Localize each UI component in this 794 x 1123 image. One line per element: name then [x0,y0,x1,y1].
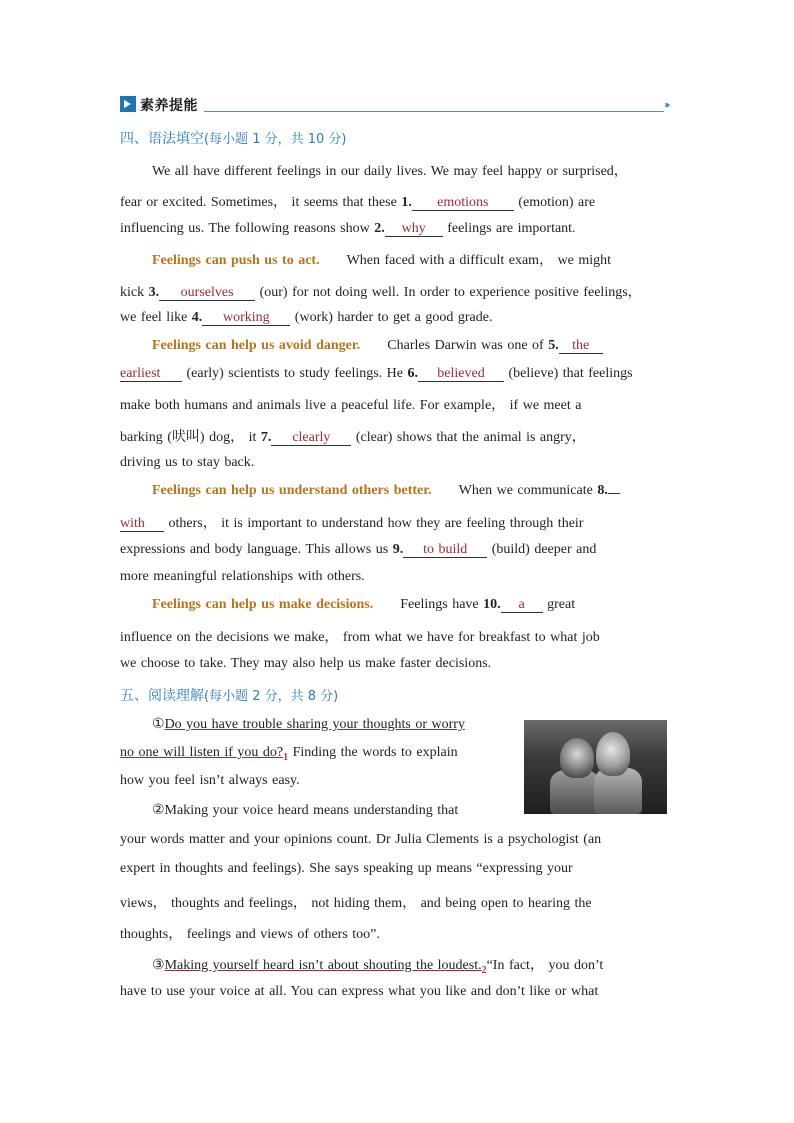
text-run: expressions and body language. This allows us [120,542,393,557]
section-banner [120,95,678,115]
text-line: views， thoughts and feelings， not hiding them， and being open to hearing the [120,896,592,911]
section-4-title: 四、语法填空 [120,131,204,147]
text-run: Feelings have [400,597,484,612]
question-marker-1: 1 [283,751,289,763]
text-line: more meaningful relationships with others. [120,569,365,584]
text-run: When faced with a difficult exam， we might [346,253,612,268]
text-line: influence on the decisions we make， from what we have for breakfast to what job [120,630,600,645]
text-line [120,366,633,382]
text-line: we choose to take. They may also help us make faster decisions. [120,656,492,671]
banner-title: 素养提能 [140,98,198,114]
blank-number: 6. [407,366,419,381]
blank-number: 9. [392,542,404,557]
text-line: how you feel isn’t always easy. [120,773,300,788]
question-marker-2: 2 [481,964,487,976]
blank-number: 8. [597,483,608,498]
text-line [152,597,575,613]
answer-blank-6: believed [418,366,504,382]
circled-number: ① [152,717,165,732]
text-line [120,512,583,532]
text-line: driving us to stay back. [120,455,255,470]
text-run: (build) deeper and [487,542,597,557]
answer-blank-3: ourselves [159,285,255,301]
text-line [152,483,620,499]
arrow-badge-icon [120,96,136,112]
text-run: (our) for not doing well. In order to experience positive feelings， [255,285,642,300]
text-run: (emotion) are [513,195,596,210]
answer-blank-8: with [120,516,164,532]
answer-blank-7: clearly [271,430,351,446]
text-line [152,716,465,733]
text-line [152,338,603,354]
section-5-score: (每小题 2 分，共 8 分) [204,689,339,704]
blank-number: 4. [191,310,203,325]
paragraph-heading: Feelings can help us make decisions. [152,597,374,612]
blank-number: 2. [374,221,385,236]
answer-blank-2: why [385,221,443,237]
text-run: (early) scientists to study feelings. He [182,366,408,381]
text-line [120,542,596,558]
section-5-heading [120,685,338,705]
underlined-sentence-1: Do you have trouble sharing your thoughts or worry [164,717,465,732]
section-4-heading [120,128,347,148]
blank-number: 10. [483,597,501,612]
text-run: Finding the words to explain [288,745,458,760]
paragraph-heading: Feelings can push us to act. [152,253,320,268]
paragraph-heading: Feelings can help us understand others better. [152,483,432,498]
text-run: great [542,597,576,612]
text-run: we feel like [120,310,192,325]
text-line: make both humans and animals live a peaceful life. For example， if we meet a [120,398,582,413]
answer-blank-1: emotions [412,195,514,211]
text-line [120,221,576,237]
underlined-sentence-1-cont: no one will listen if you do? [120,745,284,760]
underlined-sentence-2: Making yourself heard isn’t about shouting the loudest. [164,958,482,973]
text-line [152,249,611,269]
photo-two-girls [524,720,667,814]
text-line [120,426,586,446]
text-line: have to use your voice at all. You can express what you like and don’t like or what [120,984,599,999]
blank-number: 1. [401,195,412,210]
text-line [120,191,595,211]
text-line [120,745,458,763]
paragraph-heading: Feelings can help us avoid danger. [152,338,361,353]
blank-number: 3. [148,285,160,300]
text-run: (work) harder to get a good grade. [290,310,493,325]
answer-blank-5: the [559,338,603,354]
circled-number: ③ [152,958,165,973]
text-run: barking (吠叫) dog， it [120,430,261,445]
text-line: expert in thoughts and feelings). She says speaking up means “expressing your [120,861,573,876]
text-run: fear or excited. Sometimes， it seems that these [120,195,402,210]
text-run: Charles Darwin was one of [387,338,549,353]
text-run: kick [120,285,149,300]
text-line [152,954,603,976]
text-run: “In fact， you don’t [486,958,604,973]
text-line: your words matter and your opinions count. Dr Julia Clements is a psychologist (an [120,832,602,847]
text-run: influencing us. The following reasons show [120,221,375,236]
double-chevron-icon: ››› [664,100,668,111]
answer-blank-4: working [202,310,290,326]
text-line: We all have different feelings in our daily lives. We may feel happy or surprised， [152,164,628,179]
text-line: thoughts， feelings and views of others too”. [120,927,380,942]
text-line [120,281,642,301]
figure-head [596,732,630,776]
section-5-title: 五、阅读理解 [120,688,204,704]
text-line [120,310,492,326]
text-line: ②Making your voice heard means understanding that [152,803,459,818]
answer-blank-8-start [608,493,620,494]
figure-head [560,738,594,778]
blank-number: 7. [260,430,272,445]
text-run: feelings are important. [442,221,576,236]
text-run: When we communicate [458,483,598,498]
answer-blank-5-cont: earliest [120,366,182,382]
answer-blank-9: to build [403,542,487,558]
section-4-score: (每小题 1 分，共 10 分) [204,132,347,147]
text-run: (clear) shows that the animal is angry， [351,430,586,445]
text-run: (believe) that feelings [504,366,633,381]
answer-blank-10: a [501,597,543,613]
blank-number: 5. [548,338,559,353]
banner-rule [204,111,664,112]
text-run: others， it is important to understand how they are feeling through their [164,516,584,531]
